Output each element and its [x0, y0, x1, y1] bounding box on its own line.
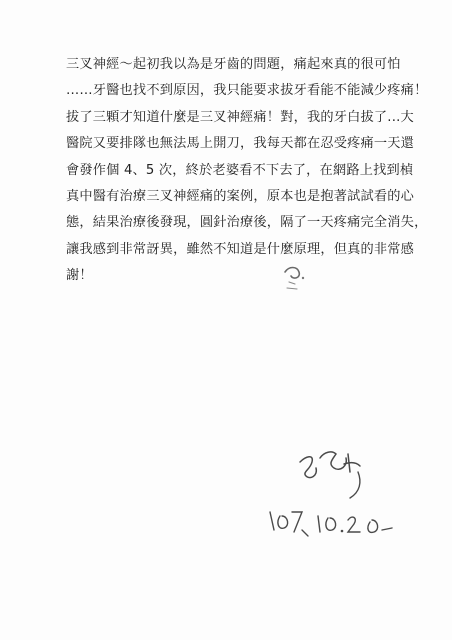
letter-body: [66, 52, 428, 290]
ink-smudge: [275, 258, 315, 298]
handwritten-signature: [262, 432, 402, 542]
letter-line-1: 三叉神經～起初我以為是牙齒的問題，痛起來真的很可怕: [66, 57, 401, 72]
letter-line-4: 醫院又要排隊也無法馬上開刀，我每天都在忍受疼痛一天還: [66, 136, 415, 152]
letter-line-6: 真中醫有治療三叉神經痛的案例，原本也是抱著試試看的心: [66, 189, 415, 205]
letter-line-2: ……牙醫也找不到原因，我只能要求拔牙看能不能減少疼痛！: [66, 83, 428, 99]
letter-line-3: 拔了三顆才知道什麼是三叉神經痛！對，我的牙白拔了...大: [66, 109, 414, 125]
letter-line-7: 態，結果治療後發現，圓針治療後，隔了一天疼痛完全消失，: [66, 215, 428, 231]
letter-line-8: 讓我感到非常訝異，雖然不知道是什麼原理，但真的非常感: [66, 241, 415, 257]
letter-line-5: 會發作個 4、5 次，終於老婆看不下去了，在網路上找到楨: [66, 162, 414, 178]
letter-line-9: 謝！: [66, 268, 93, 284]
